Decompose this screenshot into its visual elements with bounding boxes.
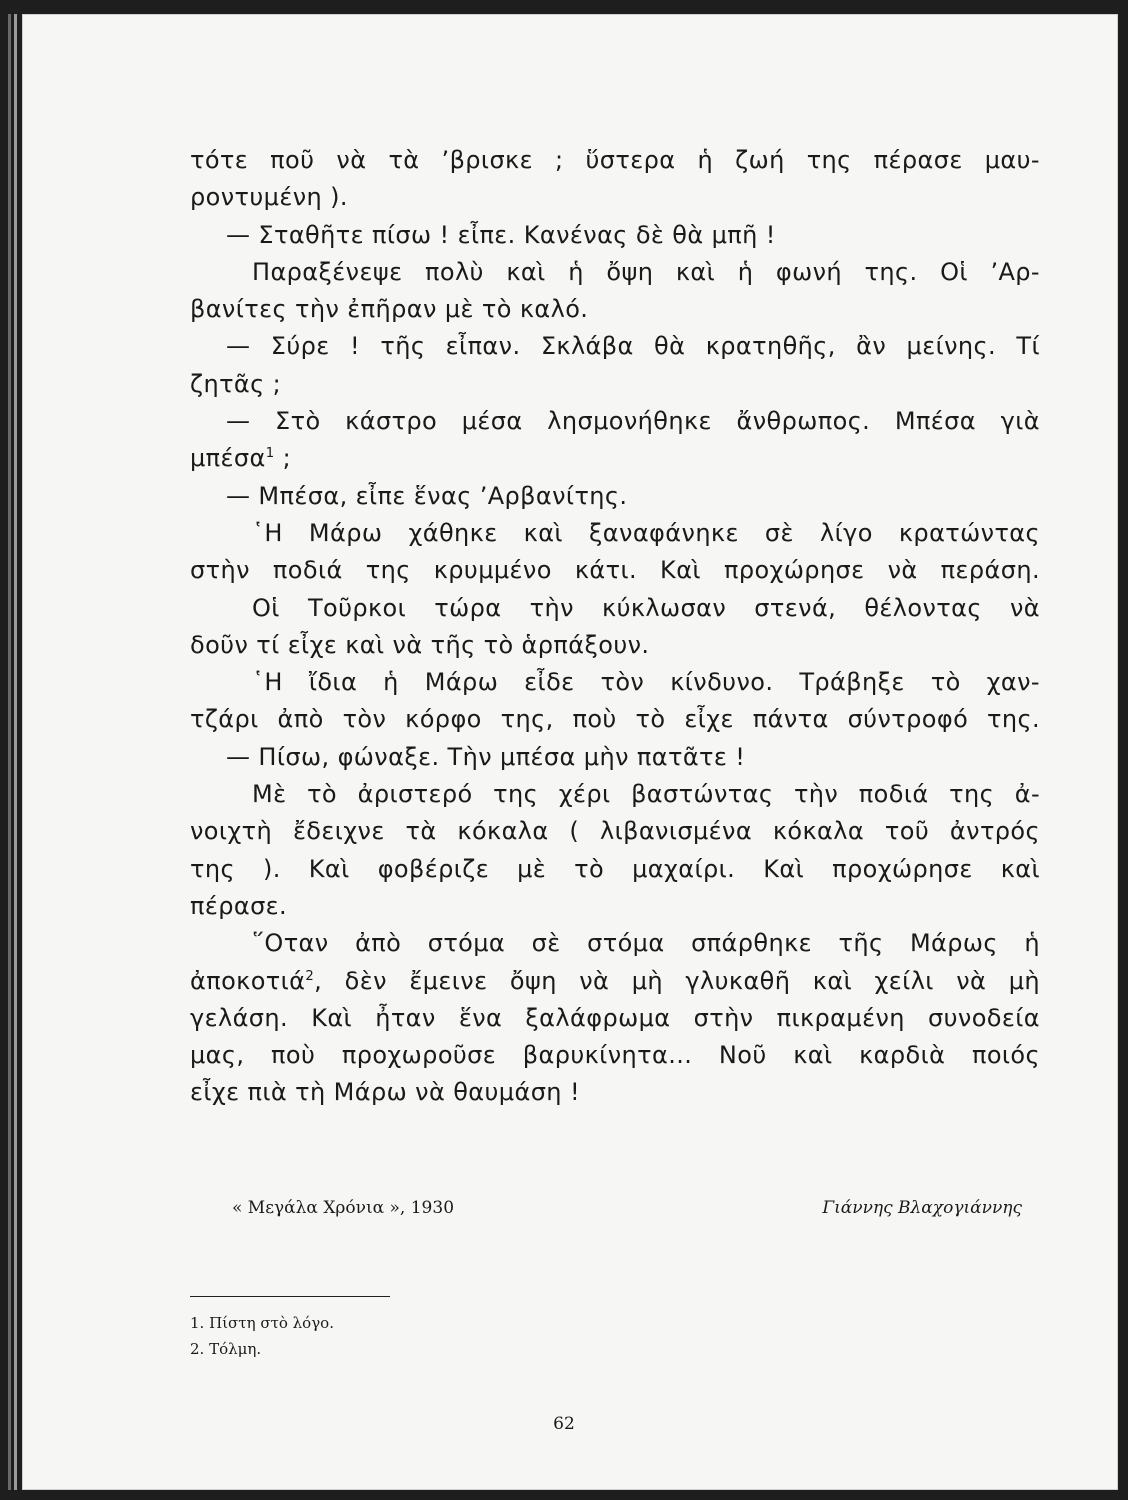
text-line: βανίτες τὴν ἐπῆραν μὲ τὸ καλό. xyxy=(190,295,589,324)
author-name: Γιάννης Βλαχογιάννης xyxy=(822,1198,1022,1218)
text-line: ζητᾶς ; xyxy=(190,369,282,398)
text-fragment: , δὲν ἔμεινε ὄψη νὰ μὴ γλυκαθῆ καὶ χείλι νὰ μὴ xyxy=(314,966,1040,995)
footnote-mark: 1 xyxy=(265,446,275,462)
text-line: — Μπέσα, εἶπε ἕνας ’Αρβανίτης. xyxy=(226,481,628,510)
text-line: γελάση. Καὶ ἦταν ἕνα ξαλάφρωμα στὴν πικραμένη συνοδεία xyxy=(190,1003,1040,1032)
footnotes xyxy=(190,1310,334,1362)
text-line: Οἱ Τοῦρκοι τώρα τὴν κύκλωσαν στενά, θέλοντας νὰ xyxy=(252,593,1040,622)
footnote-divider xyxy=(190,1296,390,1297)
text-line: μας, ποὺ προχωροῦσε βαρυκίνητα... Νοῦ καὶ καρδιὰ ποιός xyxy=(190,1041,1040,1070)
page-edge xyxy=(14,14,17,1490)
text-line xyxy=(190,963,1040,1000)
attribution xyxy=(232,1198,1022,1228)
text-line: πέρασε. xyxy=(190,891,288,920)
text-fragment: ; xyxy=(282,444,292,473)
footnote-2: 2. Τόλμη. xyxy=(190,1340,262,1358)
page-number: 62 xyxy=(553,1414,575,1434)
text-line: στὴν ποδιά της κρυμμένο κάτι. Καὶ προχώρησε νὰ περάση. xyxy=(190,556,1040,585)
text-line: της ). Καὶ φοβέριζε μὲ τὸ μαχαίρι. Καὶ προχώρησε καὶ xyxy=(190,854,1040,883)
text-fragment: ἀποκοτιά xyxy=(190,966,306,995)
text-line: δοῦν τί εἶχε καὶ νὰ τῆς τὸ ἁρπάξουν. xyxy=(190,630,650,659)
text-line: εἶχε πιὰ τὴ Μάρω νὰ θαυμάση ! xyxy=(190,1078,580,1107)
source-citation: « Μεγάλα Χρόνια », 1930 xyxy=(232,1198,455,1218)
text-line: ῞Οταν ἀπὸ στόμα σὲ στόμα σπάρθηκε τῆς Μάρως ἡ xyxy=(252,929,1040,958)
text-line: Μὲ τὸ ἀριστερό της χέρι βαστώντας τὴν ποδιά της ἀ- xyxy=(252,780,1040,809)
text-line: — Στὸ κάστρο μέσα λησμονήθηκε ἄνθρωπος. Μπέσα γιὰ xyxy=(226,407,1040,436)
text-line: — Σταθῆτε πίσω ! εἶπε. Κανένας δὲ θὰ μπῆ ! xyxy=(226,220,776,249)
text-line: ῾Η ἴδια ἡ Μάρω εἶδε τὸν κίνδυνο. Τράβηξε τὸ χαν- xyxy=(252,668,1040,697)
text-line: νοιχτὴ ἔδειχνε τὰ κόκαλα ( λιβανισμένα κόκαλα τοῦ ἀντρός xyxy=(190,817,1040,846)
text-line: ροντυμένη ). xyxy=(190,183,348,212)
text-line: τότε ποῦ νὰ τὰ ’βρισκε ; ὕστερα ἡ ζωή της πέρασε μαυ- xyxy=(190,146,1040,174)
text-line: τζάρι ἀπὸ τὸν κόρφο της, ποὺ τὸ εἶχε πάντα σύντροφό της. xyxy=(190,705,1040,734)
footnote-mark: 2 xyxy=(305,968,315,984)
text-line: — Σύρε ! τῆς εἶπαν. Σκλάβα θὰ κρατηθῆς, ἂν μείνης. Τί xyxy=(226,332,1040,361)
text-line xyxy=(190,440,1040,477)
text-line: Παραξένεψε πολὺ καὶ ἡ ὄψη καὶ ἡ φωνή της. Οἱ ’Αρ- xyxy=(252,257,1040,286)
footnote-1: 1. Πίστη στὸ λόγο. xyxy=(190,1314,334,1332)
text-line: ῾Η Μάρω χάθηκε καὶ ξαναφάνηκε σὲ λίγο κρατώντας xyxy=(252,518,1040,547)
text-fragment: μπέσα xyxy=(190,444,266,473)
page-edge-shadow xyxy=(8,14,11,1490)
story-text xyxy=(190,142,1040,1112)
text-line: — Πίσω, φώναξε. Τὴν μπέσα μὴν πατᾶτε ! xyxy=(226,742,746,771)
